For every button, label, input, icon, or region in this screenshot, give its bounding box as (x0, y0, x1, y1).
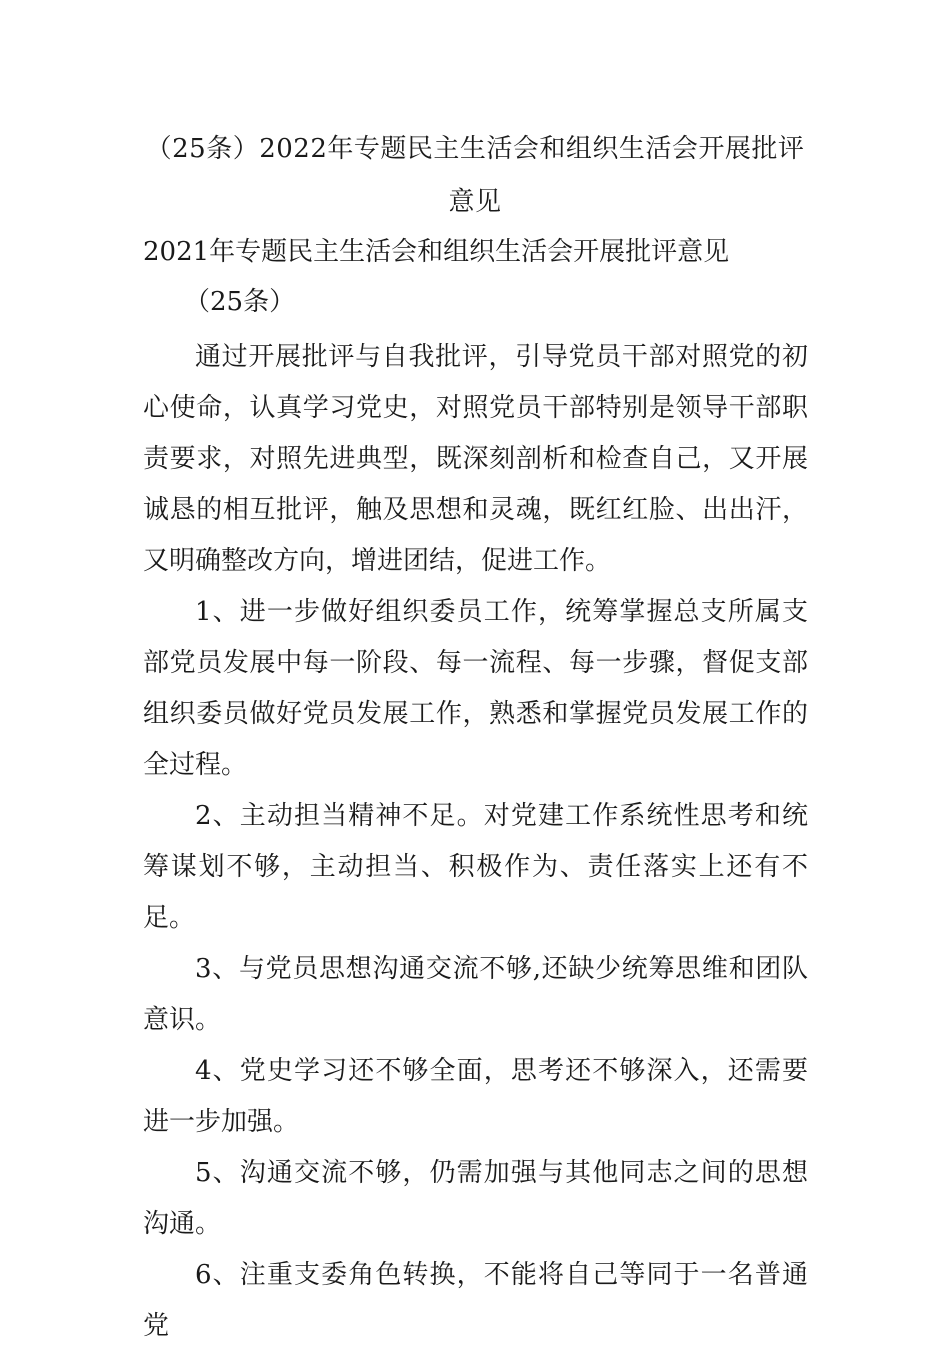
document-title-continued: 意见 (448, 187, 502, 217)
document-body (143, 332, 808, 1352)
document-subtitle: 2021年专题民主生活会和组织生活会开展批评意见 (143, 237, 730, 267)
opinion-item-1: 1、进一步做好组织委员工作，统筹掌握总支所属支部党员发展中每一阶段、每一流程、每一步骤，督促支部组织委员做好党员发展工作，熟悉和掌握党员发展工作的全过程。 (143, 597, 808, 780)
opinion-item-4: 4、党史学习还不够全面，思考还不够深入，还需要进一步加强。 (143, 1056, 808, 1137)
opinion-item-3: 3、与党员思想沟通交流不够,还缺少统筹思维和团队意识。 (143, 954, 808, 1035)
opinion-item-2: 2、主动担当精神不足。对党建工作系统性思考和统筹谋划不够，主动担当、积极作为、责任落实上还有不足。 (143, 801, 808, 933)
opinion-item-5: 5、沟通交流不够，仍需加强与其他同志之间的思想沟通。 (143, 1158, 808, 1239)
opinion-item-6: 6、注重支委角色转换，不能将自己等同于一名普通党 (143, 1260, 808, 1341)
item-count: （25条） (184, 287, 296, 317)
intro-paragraph: 通过开展批评与自我批评，引导党员干部对照党的初心使命，认真学习党史，对照党员干部特别是领导干部职责要求，对照先进典型，既深刻剖析和检查自己，又开展诚恳的相互批评，触及思想和灵魂，既红红脸、出出汗，又明确整改方向，增进团结，促进工作。 (143, 342, 808, 576)
document-title: （25条）2022年专题民主生活会和组织生活会开展批评 (145, 134, 805, 164)
